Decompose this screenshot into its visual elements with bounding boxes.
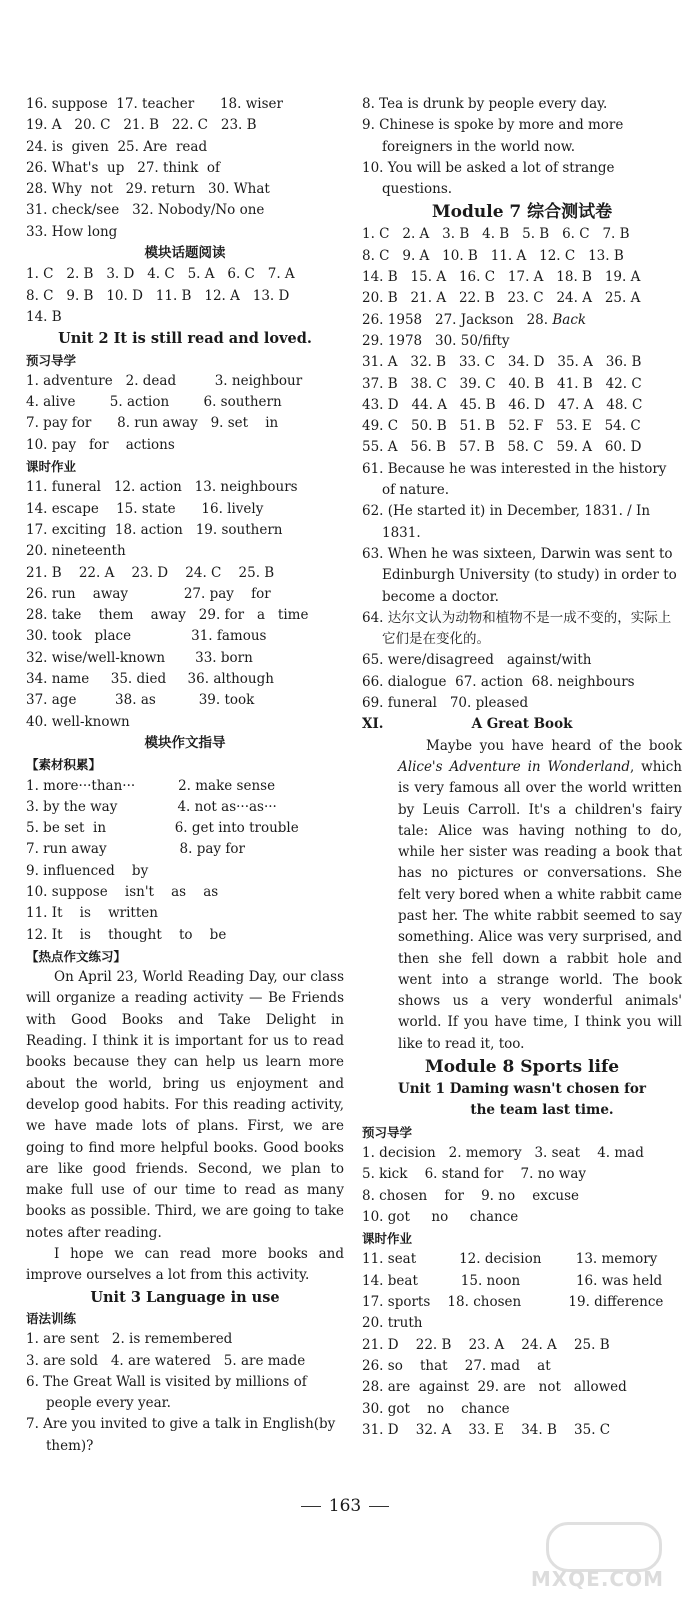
answer-line: 31. D 32. A 33. E 34. B 35. C — [362, 1421, 611, 1438]
answer-line: 66. dialogue 67. action 68. neighbours — [362, 673, 635, 690]
grammar-answer-9: 9. Chinese is spoke by more and more foreigners in the world now. — [362, 117, 624, 155]
answer-line: 21. B 22. A 23. D 24. C 25. B — [26, 564, 275, 581]
answer-line: 69. funeral 70. pleased — [362, 695, 529, 712]
answer-list-module7-end — [362, 650, 682, 714]
answer-line: 19. A 20. C 21. B 22. C 23. B — [26, 117, 257, 134]
answer-line: 11. It is written — [26, 905, 158, 922]
book-essay — [362, 736, 682, 1055]
answer-line: 1. are sent 2. is remembered — [26, 1331, 233, 1348]
page-number — [0, 1496, 690, 1517]
module7-answer-64: 64. 达尔文认为动物和植物不是一成不变的，实际上它们是在变化的。 — [362, 609, 672, 648]
module7-answer-26 — [362, 310, 682, 331]
answer-list-homework — [26, 477, 344, 733]
book-essay-title: A Great Book — [471, 716, 573, 733]
watermark-logo — [532, 1518, 682, 1596]
answer-line: 14. beat 15. noon 16. was held — [362, 1272, 663, 1289]
watermark-text: MXQE.COM — [530, 1566, 664, 1591]
grammar-answer-6: 6. The Great Wall is visited by millions of people every year. — [26, 1373, 307, 1412]
answer-line: 34. name 35. died 36. although — [26, 671, 274, 688]
answer-line: 14. B 15. A 16. C 17. A 18. B 19. A — [362, 269, 641, 286]
answer-line: 9. influenced by — [26, 862, 149, 879]
answer-line: 3. are sold 4. are watered 5. are made — [26, 1352, 306, 1369]
section-heading-homework: 课时作业 — [26, 459, 77, 475]
book-essay-part2: , which is very famous all over the world written by Leuis Carroll. It's a children's fairy tale: Alice was having nothing to do, while her sister was reading a book that has no pictures or conversations. She felt very bored when a white rabbit came past her. The white rabbit seemed to say something. Alice was very surprised, and then she fell down a rabbit hole and went into a strange world. The book shows us a very wonderful animals' world. If you have time, I think you will like to read it, too. — [398, 758, 682, 1052]
answer-line: 20. nineteenth — [26, 543, 126, 560]
answer-line: 1. adventure 2. dead 3. neighbour — [26, 372, 303, 389]
answer-line: 10. pay for actions — [26, 436, 175, 453]
answer-line: 12. It is thought to be — [26, 926, 227, 943]
answer-list-top — [26, 94, 344, 243]
right-column — [362, 94, 682, 1441]
section-heading-homework-m8: 课时作业 — [362, 1231, 413, 1247]
answer-line: 1. C 2. B 3. D 4. C 5. A 6. C 7. A — [26, 266, 295, 283]
answer-line: 37. B 38. C 39. C 40. B 41. B 42. C — [362, 375, 642, 392]
answer-line: 14. escape 15. state 16. lively — [26, 500, 264, 517]
module7-answer-62: 62. (He started it) in December, 1831. / In 1831. — [362, 503, 651, 541]
essay-paragraph-2: I hope we can read more books and improve ourselves a lot from this activity. — [26, 1246, 344, 1284]
answer-line: 26. run away 27. pay for — [26, 585, 271, 602]
essay-paragraph-1: On April 23, World Reading Day, our class will organize a reading activity — Be Friends with Good Books and Take Delight in Reading. I think it is important for us to read books because they can help us learn more about the world, bring us enjoyment and develop good habits. For this reading activity, we have made lots of plans. First, we are going to find more helpful books. Good books are like good friends. Second, we plan to make full use of our time to read as many books as possible. Third, we are going to take notes after reading. — [26, 969, 344, 1241]
answer-line: 28. take them away 29. for a time — [26, 607, 309, 624]
answer-line: 10. got no chance — [362, 1208, 519, 1225]
module7-title: Module 7 综合测试卷 — [431, 202, 613, 223]
left-column — [26, 94, 344, 1457]
answer-list-preview — [26, 371, 344, 456]
answer-line: 32. wise/well-known 33. born — [26, 649, 253, 666]
essay-header-row — [362, 714, 682, 735]
section-heading-writing: 模块作文指导 — [144, 734, 226, 751]
watermark-ring — [546, 1522, 662, 1572]
grammar-answer-7: 7. Are you invited to give a talk in English(by them)? — [26, 1416, 336, 1454]
answer-list-module8-preview — [362, 1143, 682, 1228]
answer-line: 37. age 38. as 39. took — [26, 692, 255, 709]
answer-line: 33. How long — [26, 223, 118, 240]
answer-line: 11. funeral 12. action 13. neighbours — [26, 479, 298, 496]
unit3-title: Unit 3 Language in use — [90, 1288, 280, 1306]
answer-line: 31. check/see 32. Nobody/No one — [26, 202, 265, 219]
page-number-text: 163 — [328, 1496, 362, 1516]
answer-line: 8. chosen for 9. no excuse — [362, 1187, 580, 1204]
answer-line: 65. were/disagreed against/with — [362, 652, 592, 669]
answer-line: 29. 1978 30. 50/fifty — [362, 332, 510, 349]
grammar-answer-10: 10. You will be asked a lot of strange questions. — [362, 159, 615, 198]
module8-title: Module 8 Sports life — [424, 1057, 620, 1078]
section-heading-practice: 【热点作文练习】 — [26, 948, 127, 964]
answer-line: 40. well-known — [26, 713, 130, 730]
module7-answer-61: 61. Because he was interested in the history of nature. — [362, 460, 667, 499]
answer-list-grammar — [26, 1329, 344, 1372]
answer-line: 28. are against 29. are not allowed — [362, 1379, 627, 1396]
answer-list-module8-homework — [362, 1249, 682, 1441]
answer-line: 8. C 9. A 10. B 11. A 12. C 13. B — [362, 247, 624, 264]
section-heading-material: 【素材积累】 — [26, 757, 102, 773]
answer-line: 5. be set in 6. get into trouble — [26, 820, 299, 837]
answer-line: 43. D 44. A 45. B 46. D 47. A 48. C — [362, 396, 643, 413]
answer-line: 4. alive 5. action 6. southern — [26, 394, 282, 411]
module7-answer-63: 63. When he was sixteen, Darwin was sent to Edinburgh University (to study) in order to become a doctor. — [362, 545, 677, 605]
answer-list-module7 — [362, 224, 682, 309]
book-essay-part1: Maybe you have heard of the book — [426, 737, 682, 754]
answer-line: 49. C 50. B 51. B 52. F 53. E 54. C — [362, 418, 641, 435]
page-number-dash-right — [369, 1506, 389, 1507]
answer-line: 17. sports 18. chosen 19. difference — [362, 1294, 664, 1311]
module8-unit1-title-a: Unit 1 Daming wasn't chosen for — [397, 1081, 647, 1098]
answer-line: 30. got no chance — [362, 1400, 510, 1417]
answer-line: 11. seat 12. decision 13. memory — [362, 1251, 658, 1268]
answer-line: 1. decision 2. memory 3. seat 4. mad — [362, 1144, 644, 1161]
answer-line: 1. C 2. A 3. B 4. B 5. B 6. C 7. B — [362, 226, 630, 243]
answer-line: 3. by the way 4. not as···as··· — [26, 798, 277, 815]
section-heading-reading: 模块话题阅读 — [144, 245, 226, 262]
answer-line: 8. C 9. B 10. D 11. B 12. A 13. D — [26, 287, 290, 304]
answer-line: 21. D 22. B 23. A 24. A 25. B — [362, 1336, 610, 1353]
section-heading-preview-m8: 预习导学 — [362, 1124, 413, 1140]
answer-line: 26. What's up 27. think of — [26, 159, 221, 176]
answer-line: 31. A 32. B 33. C 34. D 35. A 36. B — [362, 354, 642, 371]
page-number-dash-left — [301, 1506, 321, 1507]
answer-list-module7-cont — [362, 331, 682, 459]
answer-line: 7. pay for 8. run away 9. set in — [26, 415, 279, 432]
section-label-xi: XI. — [362, 716, 384, 733]
module7-answer-26-text: 26. 1958 27. Jackson 28. — [362, 311, 549, 328]
answer-list-reading — [26, 264, 344, 328]
unit2-title: Unit 2 It is still read and loved. — [58, 330, 312, 348]
module7-answer-28-italic: Back — [552, 311, 587, 328]
answer-line: 30. took place 31. famous — [26, 628, 267, 645]
answer-line: 28. Why not 29. return 30. What — [26, 181, 270, 198]
answer-line: 16. suppose 17. teacher 18. wiser — [26, 96, 283, 112]
answer-line: 7. run away 8. pay for — [26, 841, 245, 858]
section-heading-preview: 预习导学 — [26, 352, 77, 368]
answer-line: 24. is given 25. Are read — [26, 138, 208, 155]
answer-line: 1. more···than··· 2. make sense — [26, 777, 276, 794]
answer-list-material — [26, 776, 344, 946]
answer-line: 10. suppose isn't as as — [26, 883, 219, 900]
answer-line: 55. A 56. B 57. B 58. C 59. A 60. D — [362, 439, 642, 456]
answer-line: 5. kick 6. stand for 7. no way — [362, 1166, 587, 1183]
answer-line: 17. exciting 18. action 19. southern — [26, 521, 283, 538]
answer-line: 20. B 21. A 22. B 23. C 24. A 25. A — [362, 290, 641, 307]
answer-line: 20. truth — [362, 1315, 423, 1332]
answer-line: 14. B — [26, 308, 62, 325]
book-title-italic: Alice's Adventure in Wonderland — [398, 758, 631, 775]
module8-unit1-title-b: the team last time. — [470, 1102, 614, 1119]
section-heading-grammar: 语法训练 — [26, 1310, 77, 1326]
answer-line: 26. so that 27. mad at — [362, 1357, 551, 1374]
grammar-answer-8: 8. Tea is drunk by people every day. — [362, 96, 608, 112]
